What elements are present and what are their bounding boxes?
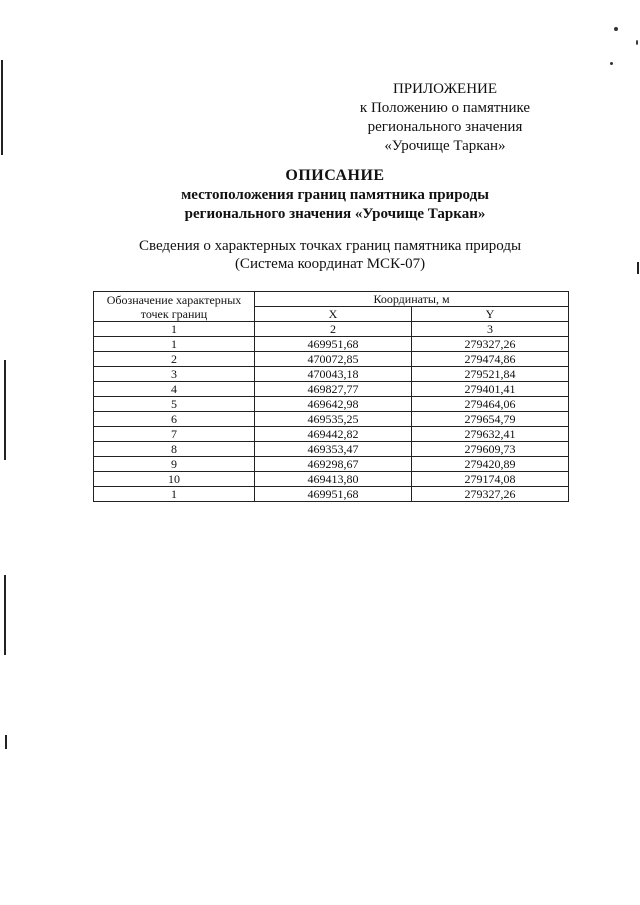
scan-dot-3: [636, 40, 638, 45]
table-row: [94, 442, 569, 457]
x-coordinate-cell: 469951,68: [255, 337, 412, 352]
scan-mark-left-4: [5, 735, 7, 749]
title-line-2: местоположения границ памятника природы: [181, 187, 489, 203]
point-cell: 3: [94, 367, 255, 382]
appendix-line-4: «Урочище Таркан»: [384, 138, 506, 154]
x-coordinate-cell: 469642,98: [255, 397, 412, 412]
scan-dot-2: [610, 62, 613, 65]
appendix-line-3: регионального значения: [367, 119, 523, 135]
y-coordinate-cell: 279401,41: [412, 382, 569, 397]
col-num-1: 1: [94, 322, 255, 337]
point-cell: 10: [94, 472, 255, 487]
title-line-3: регионального значения «Урочище Таркан»: [184, 206, 486, 222]
appendix-block: [330, 80, 560, 156]
coordinates-table: [93, 291, 569, 502]
table-column-numbers-row: [94, 322, 569, 337]
x-coordinate-cell: 469951,68: [255, 487, 412, 502]
y-coordinate-cell: 279464,06: [412, 397, 569, 412]
y-coordinate-cell: 279521,84: [412, 367, 569, 382]
x-coordinate-cell: 470072,85: [255, 352, 412, 367]
scan-mark-right-1: [637, 262, 639, 274]
x-coordinate-cell: 469353,47: [255, 442, 412, 457]
y-coordinate-cell: 279474,86: [412, 352, 569, 367]
table-row: [94, 487, 569, 502]
table-row: [94, 382, 569, 397]
point-cell: 2: [94, 352, 255, 367]
scan-mark-left-2: [4, 360, 6, 460]
table-row: [94, 337, 569, 352]
table-row: [94, 397, 569, 412]
y-coordinate-cell: 279632,41: [412, 427, 569, 442]
x-coordinate-cell: 469442,82: [255, 427, 412, 442]
point-cell: 1: [94, 337, 255, 352]
table-row: [94, 412, 569, 427]
caption-line-2: (Система координат МСК-07): [234, 256, 426, 272]
table-row: [94, 352, 569, 367]
x-coordinate-cell: 469413,80: [255, 472, 412, 487]
point-cell: 1: [94, 487, 255, 502]
scan-mark-left-1: [1, 60, 3, 155]
y-coordinate-cell: 279327,26: [412, 487, 569, 502]
point-cell: 6: [94, 412, 255, 427]
col-num-2: 2: [255, 322, 412, 337]
scan-mark-left-3: [4, 575, 6, 655]
table-row: [94, 472, 569, 487]
appendix-line-1: ПРИЛОЖЕНИЕ: [392, 81, 498, 97]
table-header-row-1: [94, 292, 569, 307]
y-coordinate-cell: 279174,08: [412, 472, 569, 487]
point-cell: 7: [94, 427, 255, 442]
header-coords-cell: Координаты, м: [255, 292, 569, 307]
document-title: [100, 166, 570, 224]
point-cell: 9: [94, 457, 255, 472]
y-coordinate-cell: 279327,26: [412, 337, 569, 352]
header-point-cell: Обозначение характерных точек границ: [94, 292, 255, 322]
appendix-line-2: к Положению о памятнике: [359, 100, 531, 116]
col-num-3: 3: [412, 322, 569, 337]
x-coordinate-cell: 469535,25: [255, 412, 412, 427]
header-x-cell: X: [255, 307, 412, 322]
table-caption: [100, 237, 560, 273]
point-cell: 5: [94, 397, 255, 412]
x-coordinate-cell: 469298,67: [255, 457, 412, 472]
y-coordinate-cell: 279654,79: [412, 412, 569, 427]
header-y-cell: Y: [412, 307, 569, 322]
table-row: [94, 367, 569, 382]
title-line-1: ОПИСАНИЕ: [285, 167, 385, 184]
scan-dot-1: [614, 27, 618, 31]
table-row: [94, 457, 569, 472]
x-coordinate-cell: 470043,18: [255, 367, 412, 382]
point-cell: 8: [94, 442, 255, 457]
x-coordinate-cell: 469827,77: [255, 382, 412, 397]
point-cell: 4: [94, 382, 255, 397]
y-coordinate-cell: 279609,73: [412, 442, 569, 457]
y-coordinate-cell: 279420,89: [412, 457, 569, 472]
table-row: [94, 427, 569, 442]
caption-line-1: Сведения о характерных точках границ памятника природы: [138, 238, 522, 254]
